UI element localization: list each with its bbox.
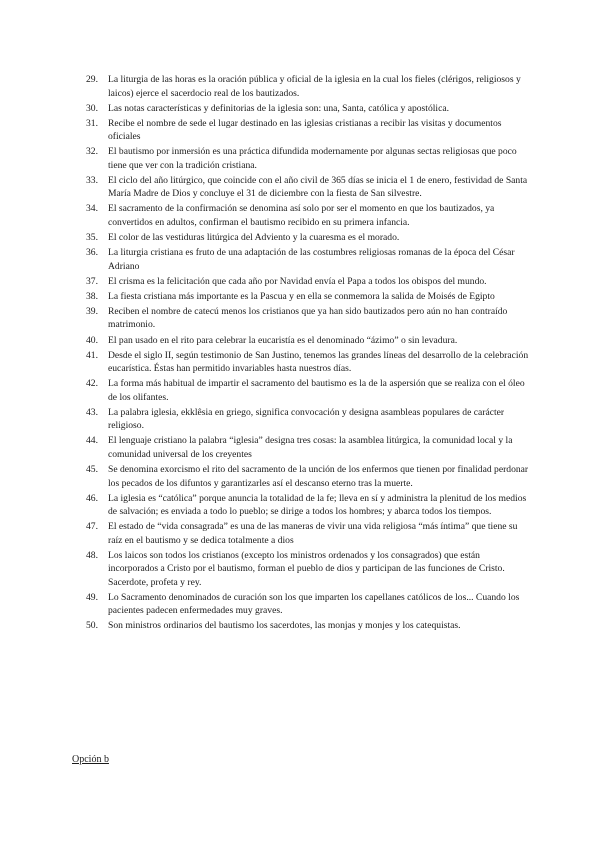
statement-number: 41. [86,349,98,361]
option-heading: Opción b [72,754,109,765]
statement-number: 45. [86,464,98,475]
statement-item [86,202,532,229]
statement-text: La iglesia es “católica” porque anuncia la totalidad de la fe; lleva en sí y administra la plenitud de los medios de salvación; es enviada a todo lo pueblo; se dirige a todos los hombres; y abarca todos los tiempos. [108,492,527,518]
statement-text: El crisma es la felicitación que cada año por Navidad envía el Papa a todos los obispos del mundo. [108,275,487,287]
statement-number: 37. [86,275,98,287]
statement-text: Son ministros ordinarios del bautismo los sacerdotes, las monjas y monjes y los catequistas. [108,620,461,632]
statement-text: El ciclo del año litúrgico, que coincide con el año civil de 365 días se inicia el 1 de enero, festividad de Santa María Madre de Dios y concluye el 31 de diciembre con la fiesta de San silvestre. [108,174,528,200]
statement-text: La forma más habitual de impartir el sacramento del bautismo es la de la aspersión que se realiza con el óleo de los olifantes. [108,378,525,403]
statement-item [86,349,532,376]
statement-text: Lo Sacramento denominados de curación son los que imparten los capellanes católicos de los... Cuando los pacientes padecen enfermedades muy graves. [108,591,520,617]
statement-item [86,174,532,201]
statement-item [86,434,532,461]
statement-item [86,549,532,590]
statement-item [86,102,532,116]
statement-number: 44. [86,435,98,447]
statement-text: El bautismo por inmersión es una práctica difundida modernamente por algunas sectas religiosas que poco tiene que ver con la tradición cristiana. [108,146,517,171]
statement-number: 49. [86,591,98,603]
statement-number: 43. [86,406,98,418]
statement-number: 36. [86,247,98,259]
statement-item [86,117,532,144]
statement-number: 30. [86,102,98,114]
statement-number: 39. [86,305,98,317]
statement-number: 47. [86,521,98,533]
statement-number: 33. [86,174,98,186]
statement-text: La palabra iglesia, ekklêsia en griego, significa convocación y designa asambleas populares de carácter religioso. [108,406,505,432]
statement-text: El pan usado en el rito para celebrar la eucaristía es el denominado “ázimo” o sin levadura. [108,334,458,346]
statement-text: El lenguaje cristiano la palabra “iglesia” designa tres cosas: la asamblea litúrgica, la comunidad local y la comunidad universal de los creyentes [108,435,513,460]
statement-number: 40. [86,334,98,346]
statement-text: Las notas características y definitorias de la iglesia son: una, Santa, católica y apostólica. [108,102,449,114]
statement-list [86,73,532,635]
statement-text: Recibe el nombre de sede el lugar destinado en las iglesias cristianas a recibir las visitas y documentos oficiales [108,117,502,143]
statement-number: 48. [86,549,98,561]
statement-number: 35. [86,232,98,244]
statement-item [86,463,532,490]
statement-item [86,334,532,348]
statement-number: 42. [86,378,98,390]
statement-item [86,591,532,618]
statement-number: 34. [86,203,98,215]
statement-number: 31. [86,117,98,129]
statement-number: 38. [86,290,98,302]
statement-item [86,290,532,304]
statement-item [86,520,532,547]
statement-text: Se denomina exorcismo el rito del sacramento de la unción de los enfermos que tienen por finalidad perdonar los pecados de los difuntos y garantizarles así el descanso eterno tras la muerte. [108,464,529,489]
statement-number: 46. [86,492,98,504]
statement-text: Desde el siglo II, según testimonio de San Justino, tenemos las grandes líneas del desarrollo de la celebración eucarística. Éstas han permitido invariables hasta nuestros días. [108,349,529,375]
statement-item [86,145,532,172]
statement-item [86,305,532,332]
statement-number: 29. [86,74,98,85]
statement-item [86,406,532,433]
statement-item [86,275,532,289]
statement-text: El color de las vestiduras litúrgica del Adviento y la cuaresma es el morado. [108,232,400,244]
statement-text: El estado de “vida consagrada” es una de las maneras de vivir una vida religiosa “más íntima” que tiene su raíz en el bautismo y se dedica totalmente a dios [108,521,518,546]
statement-text: Los laicos son todos los cristianos (excepto los ministros ordenados y los consagrados) que están incorporados a Cristo por el bautismo, forman el pueblo de dios y participan de las funciones de Cristo. Sacerdote, profeta y rey. [108,549,505,588]
statement-item [86,231,532,245]
statement-text: La liturgia cristiana es fruto de una adaptación de las costumbres religiosas romanas de la época del César Adriano [108,247,515,272]
statement-item [86,73,532,100]
statement-number: 32. [86,146,98,158]
statement-text: La liturgia de las horas es la oración pública y oficial de la iglesia en la cual los fieles (clérigos, religiosos y laicos) ejerce el sacerdocio real de los bautizados. [108,74,521,99]
statement-item [86,246,532,273]
statement-text: Reciben el nombre de catecú menos los cristianos que ya han sido bautizados pero aún no han contraído matrimonio. [108,305,508,331]
statement-item [86,492,532,519]
statement-text: La fiesta cristiana más importante es la Pascua y en ella se conmemora la salida de Moisés de Egipto [108,290,495,302]
statement-item [86,377,532,404]
statement-item [86,619,532,633]
statement-text: El sacramento de la confirmación se denomina así solo por ser el momento en que los bautizados, ya convertidos en adultos, confirman el bautismo recibido en su primera infancia. [108,203,495,228]
statement-number: 50. [86,620,98,632]
